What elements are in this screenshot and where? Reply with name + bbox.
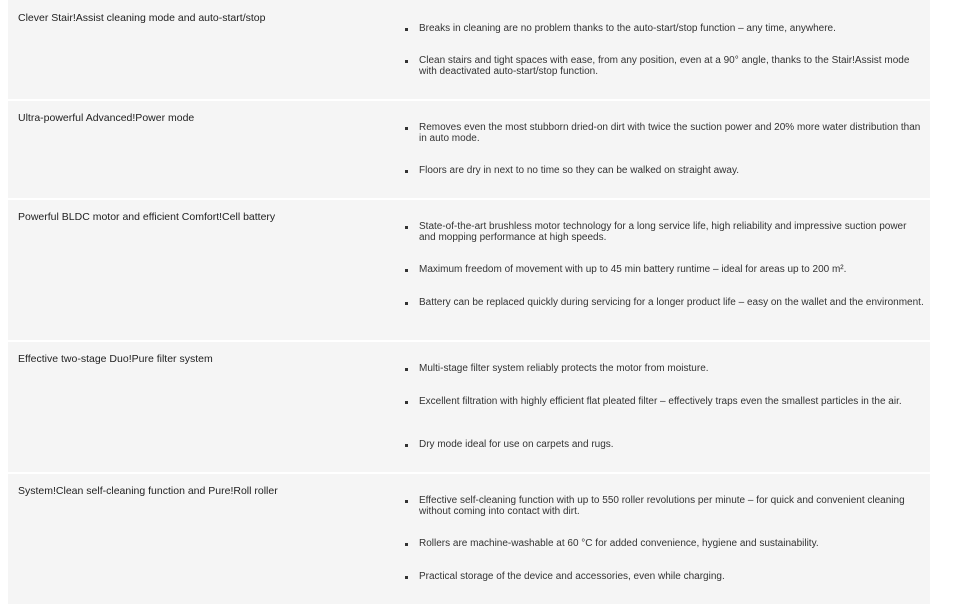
feature-bullet-text: Practical storage of the device and accessories, even while charging. <box>419 571 725 582</box>
feature-bullet-text: Removes even the most stubborn dried-on dirt with twice the suction power and 20% more water distribution than in auto mode. <box>419 122 921 144</box>
feature-row <box>8 101 930 200</box>
feature-bullet <box>404 265 924 276</box>
bullet-dot <box>405 226 408 229</box>
feature-bullet <box>404 572 924 583</box>
bullet-dot <box>405 543 408 546</box>
feature-bullet-text: Multi-stage filter system reliably protects the motor from moisture. <box>419 363 709 374</box>
bullet-dot <box>405 444 408 447</box>
feature-bullet-text: Effective self-cleaning function with up to 550 roller revolutions per minute – for quick and convenient cleaning without coming into contact with dirt. <box>419 495 905 517</box>
bullet-dot <box>405 170 408 173</box>
bullet-dot <box>405 269 408 272</box>
feature-bullet-text: Excellent filtration with highly efficient flat pleated filter – effectively traps even the smallest particles in the air. <box>419 396 902 407</box>
feature-bullet <box>404 539 924 550</box>
feature-bullet <box>404 496 924 517</box>
feature-bullet <box>404 123 924 144</box>
feature-bullet <box>404 24 924 35</box>
bullet-dot <box>405 368 408 371</box>
bullet-dot <box>405 401 408 404</box>
feature-bullet-text: State-of-the-art brushless motor technology for a long service life, high reliability and impressive suction power and mopping performance at high speeds. <box>419 221 907 243</box>
feature-bullet <box>404 364 924 375</box>
feature-table <box>8 0 930 606</box>
feature-bullet-text: Clean stairs and tight spaces with ease, from any position, even at a 90° angle, thanks to the Stair!Assist mode with deactivated auto-start/stop function. <box>419 55 910 77</box>
feature-bullet-text: Maximum freedom of movement with up to 45 min battery runtime – ideal for areas up to 200 m². <box>419 264 847 275</box>
feature-bullet-text: Breaks in cleaning are no problem thanks to the auto-start/stop function – any time, anywhere. <box>419 23 836 34</box>
feature-bullet <box>404 397 924 408</box>
bullet-dot <box>405 28 408 31</box>
feature-title: System!Clean self-cleaning function and Pure!Roll roller <box>18 485 278 497</box>
bullet-dot <box>405 500 408 503</box>
feature-row <box>8 0 930 101</box>
feature-bullet <box>404 56 924 77</box>
feature-title: Effective two-stage Duo!Pure filter system <box>18 353 213 365</box>
feature-bullet <box>404 440 924 451</box>
feature-bullet <box>404 166 924 177</box>
bullet-dot <box>405 60 408 63</box>
feature-bullet-text: Battery can be replaced quickly during servicing for a longer product life – easy on the wallet and the environment. <box>419 297 924 308</box>
feature-bullet-text: Rollers are machine-washable at 60 °C for added convenience, hygiene and sustainability. <box>419 538 819 549</box>
feature-row <box>8 474 930 606</box>
feature-row <box>8 200 930 342</box>
bullet-dot <box>405 302 408 305</box>
feature-bullet-text: Dry mode ideal for use on carpets and rugs. <box>419 439 614 450</box>
feature-title: Ultra-powerful Advanced!Power mode <box>18 112 195 124</box>
feature-bullet-text: Floors are dry in next to no time so they can be walked on straight away. <box>419 165 739 176</box>
bullet-dot <box>405 127 408 130</box>
feature-bullet <box>404 298 924 309</box>
feature-bullet <box>404 222 924 243</box>
feature-title: Clever Stair!Assist cleaning mode and auto-start/stop <box>18 12 266 24</box>
bullet-dot <box>405 576 408 579</box>
feature-row <box>8 342 930 474</box>
feature-title: Powerful BLDC motor and efficient Comfort!Cell battery <box>18 211 276 223</box>
